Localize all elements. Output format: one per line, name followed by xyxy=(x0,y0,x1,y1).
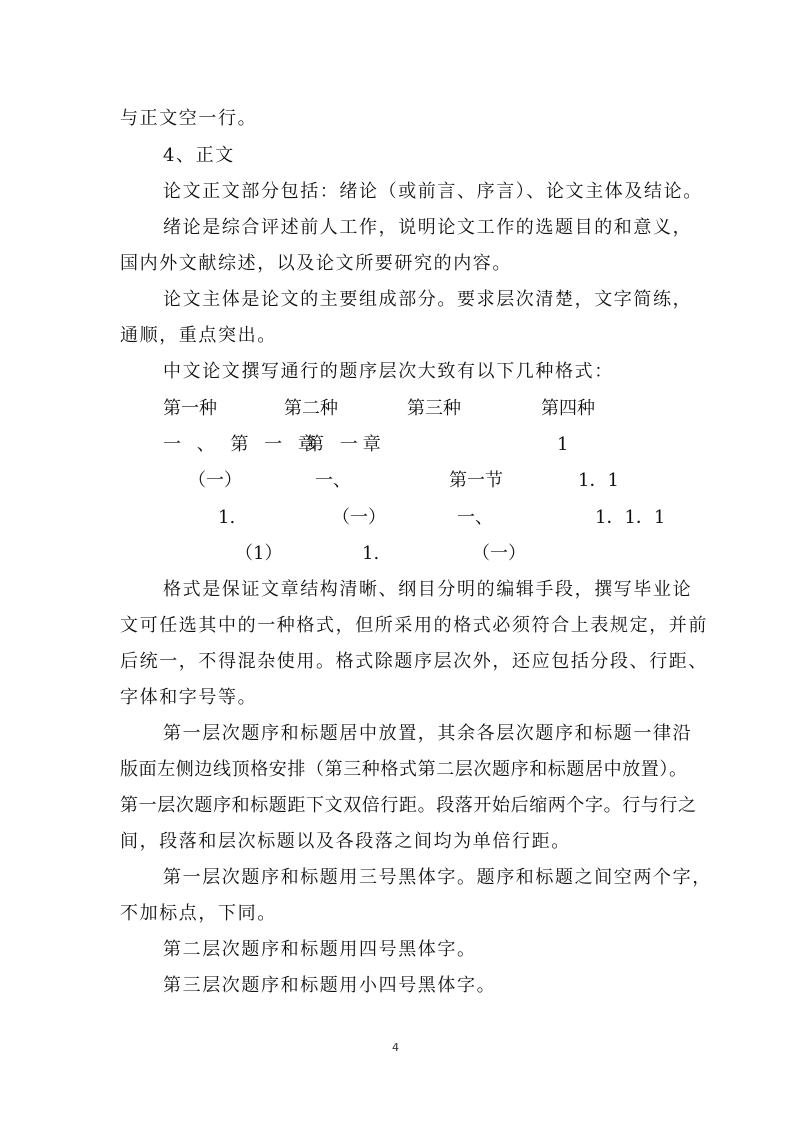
paragraph-line: 第三层次题序和标题用小四号黑体字。 xyxy=(163,975,497,996)
format-header-4: 第四种 xyxy=(541,398,595,419)
paragraph-line: 第一层次题序和标题居中放置，其余各层次题序和标题一律沿 xyxy=(163,723,693,744)
format-row3-col2: （一） xyxy=(332,507,386,528)
format-row2-col1: （一） xyxy=(188,470,242,491)
paragraph-line: 论文主体是论文的主要组成部分。要求层次清楚，文字简练， xyxy=(163,289,693,310)
paragraph-line: 通顺，重点突出。 xyxy=(120,325,277,346)
paragraph-line: 第二层次题序和标题用四号黑体字。 xyxy=(163,939,477,960)
format-row1-col1: 一 、 第 一 章 xyxy=(163,434,321,455)
format-row3-col1: 1. xyxy=(218,507,236,528)
section-heading: 4、正文 xyxy=(163,145,235,166)
format-row3-col4: 1．1．1 xyxy=(595,507,666,528)
paragraph-line: 不加标点，下同。 xyxy=(120,903,277,924)
paragraph-line: 字体和字号等。 xyxy=(120,687,258,708)
page-number: 4 xyxy=(392,1041,399,1054)
format-row4-col3: （一） xyxy=(472,543,526,564)
format-row1-col4: 1 xyxy=(557,434,569,455)
paragraph-line: 版面左侧边线顶格安排（第三种格式第二层次题序和标题居中放置）。 xyxy=(120,759,688,780)
paragraph-line: 第一层次题序和标题用三号黑体字。题序和标题之间空两个字， xyxy=(163,867,712,888)
format-row2-col2: 一、 xyxy=(315,470,351,491)
paragraph-line: 与正文空一行。 xyxy=(120,108,258,129)
paragraph-line: 国内外文献综述，以及论文所要研究的内容。 xyxy=(120,253,512,274)
format-header-3: 第三种 xyxy=(407,398,461,419)
format-row3-col3: 一、 xyxy=(457,507,493,528)
paragraph-line: 论文正文部分包括：绪论（或前言、序言）、论文主体及结论。 xyxy=(163,181,703,202)
paragraph-line: 第一层次题序和标题距下文双倍行距。段落开始后缩两个字。行与行之 xyxy=(120,795,697,816)
paragraph-line: 绪论是综合评述前人工作，说明论文工作的选题目的和意义， xyxy=(163,217,693,238)
format-row2-col3: 第一节 xyxy=(449,470,503,491)
paragraph-line: 文可任选其中的一种格式，但所采用的格式必须符合上表规定，并前 xyxy=(120,615,708,636)
paragraph-line: 中文论文撰写通行的题序层次大致有以下几种格式： xyxy=(163,361,614,382)
paragraph-line: 间，段落和层次标题以及各段落之间均为单倍行距。 xyxy=(120,831,571,852)
format-row1-col2: 第 一章 xyxy=(306,434,386,455)
format-header-2: 第二种 xyxy=(284,398,338,419)
paragraph-line: 后统一，不得混杂使用。格式除题序层次外，还应包括分段、行距、 xyxy=(120,651,708,672)
format-row2-col4: 1．1 xyxy=(578,470,619,491)
format-header-1: 第一种 xyxy=(163,398,217,419)
paragraph-line: 格式是保证文章结构清晰、纲目分明的编辑手段，撰写毕业论 xyxy=(163,579,693,600)
format-row4-col2: 1. xyxy=(362,543,380,564)
format-row4-col1: （1） xyxy=(235,543,283,564)
